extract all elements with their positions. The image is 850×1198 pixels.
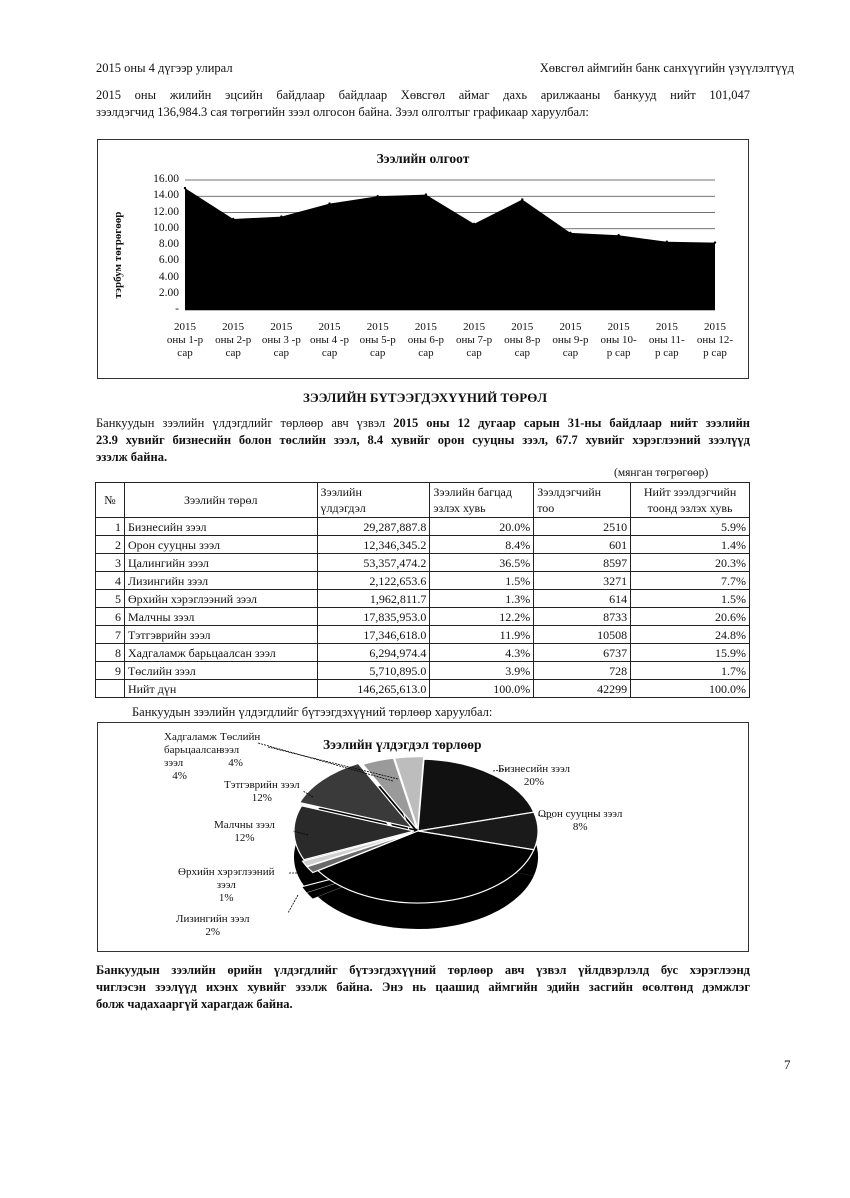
y-tick-label: 8.00	[158, 238, 179, 250]
pie-label-leasing: Лизингийн зээл 2%	[176, 913, 250, 938]
y-tick-label: 10.00	[153, 221, 179, 234]
header-left: 2015 оны 4 дүгээр улирал	[96, 61, 233, 75]
x-tick-label: 2015 оны 3 -р сар	[261, 321, 301, 359]
table-row: 6 Малчны зээл 17,835,953.0 12.2% 8733 20.6%	[96, 608, 750, 626]
table-row: 7 Тэтгэврийн зээл 17,346,618.0 11.9% 10508 24.8%	[96, 626, 750, 644]
area-point	[232, 218, 234, 220]
loan-type-pie-chart	[97, 722, 749, 952]
pie-intro: Банкуудын зээлийн үлдэгдлийг бүтээгдэхүүний төрлөөр харуулбал:	[132, 705, 493, 719]
area-point	[666, 241, 668, 243]
y-tick-label: 6.00	[158, 254, 179, 267]
section-text-a: Банкуудын зээлийн үлдэгдлийг төрлөөр авч үзвэл	[96, 416, 394, 430]
section-text-b: 2015 оны 12 дугаар сарын 31-ны байдлаар нийт зээлийн	[393, 416, 750, 430]
conclusion-line-2: чиглэсэн зээлүүд ихэнх хувийг эзэлж байна. Энэ нь цаашид аймгийн эдийн засгийн өсөлтөнд дэмжлэг	[96, 980, 750, 994]
conclusion-line-3: болж чадахааргүй харагдаж байна.	[96, 997, 293, 1011]
table-row: 5 Өрхийн хэрэглээний зээл 1,962,811.7 1.3% 614 1.5%	[96, 590, 750, 608]
pie-label-herder: Малчны зээл 12%	[214, 819, 275, 844]
x-tick-label: 2015 оны 10- р сар	[600, 321, 637, 359]
area-point	[377, 195, 379, 197]
table-row: 4 Лизингийн зээл 2,122,653.6 1.5% 3271 7.7%	[96, 572, 750, 590]
col-type: Зээлийн төрөл	[124, 483, 317, 518]
area-series	[185, 188, 715, 310]
y-tick-label: -	[175, 303, 179, 315]
area-point	[569, 232, 571, 234]
intro-paragraph	[96, 87, 750, 121]
loan-issuance-chart	[97, 139, 749, 379]
x-tick-label: 2015 оны 8-р сар	[504, 321, 541, 359]
pie-label-pension: Тэтгэврийн зээл 12%	[224, 779, 300, 804]
table-row: 9 Төслийн зээл 5,710,895.0 3.9% 728 1.7%	[96, 662, 750, 680]
section-title: ЗЭЭЛИЙН БҮТЭЭГДЭХҮҮНИЙ ТӨРӨЛ	[302, 390, 548, 405]
y-tick-label: 4.00	[158, 270, 179, 283]
area-point	[280, 215, 282, 217]
col-no: №	[96, 483, 125, 518]
x-tick-label: 2015 оны 6-р сар	[407, 321, 444, 359]
conclusion-paragraph	[96, 962, 750, 1013]
x-tick-label: 2015 оны 4 -р сар	[310, 321, 349, 359]
area-point	[184, 187, 186, 189]
section-text-c: 23.9 хувийг бизнесийн болон төслийн зээл, 8.4 хувийг орон сууцны зээл, 67.7 хувийг хэрэглээний зээлүүд	[96, 433, 750, 447]
header-right: Хөвсгөл аймгийн банк санхүүгийн үзүүлэлтүүд	[539, 61, 794, 75]
conclusion-line-1: Банкуудын зээлийн өрийн үлдэгдлийг бүтээгдэхүүний төрлөөр авч үзвэл үйлдвэрлэлд бус хэрэглээнд	[96, 963, 750, 977]
area-point	[473, 223, 475, 225]
chart-title: Зээлийн олгоот	[376, 151, 470, 166]
table-body	[96, 518, 750, 698]
x-tick-label: 2015 оны 12- р сар	[696, 321, 734, 359]
area-point	[425, 193, 427, 195]
table-row: 1 Бизнесийн зээл 29,287,887.8 20.0% 2510 5.9%	[96, 518, 750, 536]
col-balance: Зээлийн үлдэгдэл	[317, 483, 430, 518]
x-tick-label: 2015 оны 9-р сар	[552, 321, 589, 359]
area-point	[521, 198, 523, 200]
col-share: Зээлийн багцад эзлэх хувь	[430, 483, 534, 518]
x-tick-label: 2015 оны 1-р сар	[166, 321, 204, 359]
pie-title: Зээлийн үлдэгдэл төрлөөр	[323, 737, 482, 752]
loan-balance-table	[95, 482, 750, 698]
x-tick-label: 2015 оны 5-р сар	[359, 321, 396, 359]
chart-ylabel: тэрбум төгрөгөөр	[112, 211, 124, 299]
intro-line-2: зээлдэгчид 136,984.3 сая төгрөгийн зээл олгосон байна. Зээл олголтыг графикаар харуулбал:	[96, 105, 589, 119]
pie-label-project: Төслийн зээл 4%	[220, 731, 261, 769]
y-tick-label: 12.00	[153, 205, 179, 218]
area-point	[714, 241, 716, 243]
col-borrowers: Зээлдэгчийн тоо	[534, 483, 631, 518]
x-tick-label: 2015 оны 2-р сар	[215, 321, 252, 359]
pie-label-household: Өрхийн хэрэглээний зээл 1%	[178, 866, 275, 904]
y-tick-label: 14.00	[153, 189, 179, 202]
table-header-row	[96, 483, 750, 518]
x-tick-label: 2015 оны 11- р сар	[648, 321, 685, 359]
table-row: 2 Орон сууцны зээл 12,346,345.2 8.4% 601 1.4%	[96, 536, 750, 554]
section-text-d: эзэлж байна	[96, 450, 164, 464]
pie-label-savings: Хадгаламж барьцаалсан зээл 4%	[164, 731, 223, 782]
table-row: 3 Цалингийн зээл 53,357,474.2 36.5% 8597 20.3%	[96, 554, 750, 572]
pie-label-housing: Орон сууцны зээл 8%	[538, 808, 623, 833]
section-paragraph: Банкуудын зээлийн үлдэгдлийг төрлөөр авч үзвэл 2015 оны 12 дугаар сарын 31-ны байдлаар нийт зээлийн 23.9 хувийг бизнесийн болон төслийн зээл, 8.4 хувийг орон сууцны зээл, 67.7 хувийг хэрэглээний зээлүүд эзэлж байна.	[96, 416, 750, 464]
pie-label-business: Бизнесийн зээл 20%	[498, 763, 570, 788]
intro-line-1: 2015 оны жилийн эцсийн байдлаар байдлаар Хөвсгөл аймаг дахь арилжааны банкууд нийт 101,047	[96, 88, 750, 102]
area-point	[328, 202, 330, 204]
x-tick-label: 2015 оны 7-р сар	[455, 321, 493, 359]
area-point	[617, 234, 619, 236]
table-row: 8 Хадгаламж барьцаалсан зээл 6,294,974.4 4.3% 6737 15.9%	[96, 644, 750, 662]
col-borrower-share: Нийт зээлдэгчийн тоонд эзлэх хувь	[631, 483, 750, 518]
pie-leader-line	[288, 895, 298, 913]
y-tick-label: 16.00	[153, 173, 179, 185]
page-number: 7	[784, 1057, 791, 1072]
unit-note: (мянган төгрөгөөр)	[614, 467, 709, 479]
y-tick-label: 2.00	[158, 286, 179, 299]
table-total-row: Нийт дүн 146,265,613.0 100.0% 42299 100.0%	[96, 680, 750, 698]
